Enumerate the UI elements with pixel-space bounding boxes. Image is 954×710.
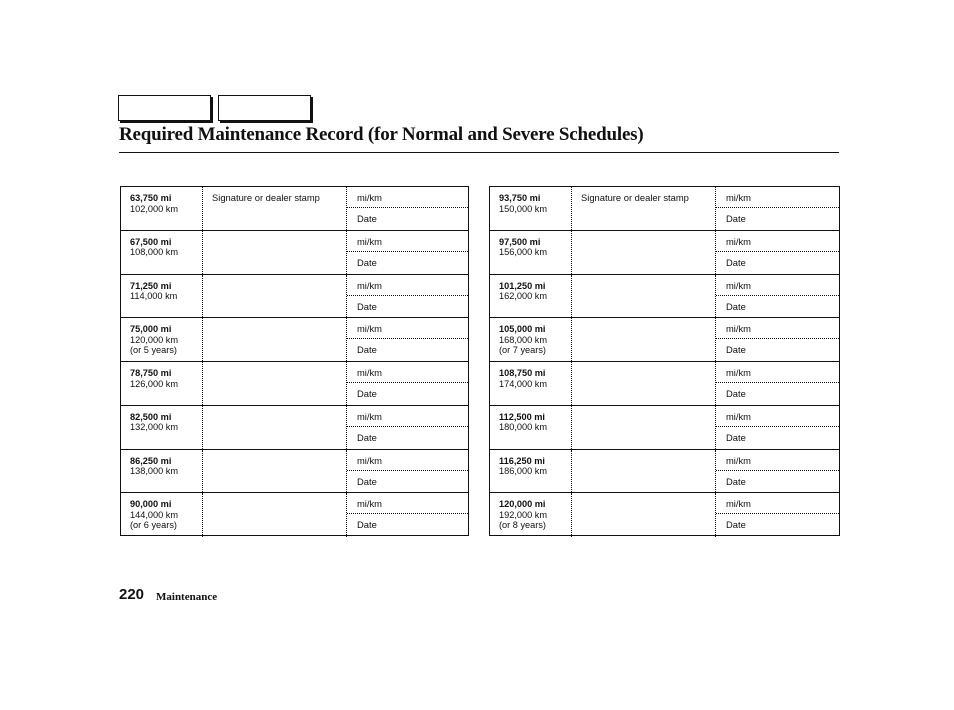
date-field [347,252,468,274]
mikm-label: mi/km [357,279,382,291]
signature-cell [203,187,347,230]
mikm-field [716,231,839,252]
mikm-field [347,450,468,471]
mikm-label: mi/km [357,235,382,247]
mileage-cell [490,362,572,405]
mikm-field [716,362,839,383]
mileage-km: 192,000 km [499,509,548,520]
mileage-miles: 86,250 mi [130,455,172,466]
section-name: Maintenance [156,591,218,603]
mikm-field [347,318,468,339]
signature-cell [572,187,716,230]
mileage-km: 162,000 km [499,291,548,302]
mikm-field [347,406,468,427]
mikm-label: mi/km [726,454,751,466]
signature-cell [203,406,347,449]
mikm-field [716,406,839,427]
mileage-miles: 63,750 mi [130,193,172,203]
page-title: Required Maintenance Record (for Normal and Severe Schedules) [119,124,644,145]
mileage-cell [121,450,203,493]
mileage-miles: 82,500 mi [130,411,172,422]
table-row [121,318,468,362]
mileage-cell [490,275,572,318]
mikm-field [716,493,839,514]
entry-cell [716,362,839,405]
mileage-miles: 101,250 mi [499,280,546,291]
mileage-cell [121,318,203,361]
date-label: Date [357,388,377,399]
maintenance-record-table-left [120,186,469,536]
mileage-miles: 97,500 mi [499,236,541,247]
signature-cell [203,362,347,405]
mileage-km: 108,000 km [130,247,179,258]
mileage-cell [490,406,572,449]
entry-cell [347,231,468,274]
mileage-km: 150,000 km [499,203,548,214]
mileage-miles: 112,500 mi [499,411,545,422]
mileage-years: (or 8 years) [499,520,546,531]
date-field [347,427,468,449]
mileage-years: (or 6 years) [130,520,177,531]
mileage-miles: 116,250 mi [499,455,545,466]
date-field [347,383,468,405]
table-row [121,450,468,494]
mileage-miles: 78,750 mi [130,368,172,378]
mikm-label: mi/km [726,367,751,378]
signature-cell [572,450,716,493]
mileage-cell [121,231,203,274]
mileage-cell [121,275,203,318]
signature-cell [572,406,716,449]
mikm-label: mi/km [357,498,382,510]
table-row [121,362,468,406]
entry-cell [347,450,468,493]
signature-cell [203,493,347,537]
signature-cell [203,450,347,493]
table-row [121,493,468,537]
date-label: Date [726,344,746,356]
mileage-km: 180,000 km [499,422,548,433]
mikm-field [716,318,839,339]
mikm-label: mi/km [726,498,751,510]
mileage-miles: 93,750 mi [499,193,541,203]
date-label: Date [726,213,746,224]
mikm-label: mi/km [357,410,382,422]
entry-cell [716,406,839,449]
mikm-label: mi/km [726,235,751,247]
mileage-km: 168,000 km [499,334,548,345]
date-label: Date [357,256,377,268]
mileage-km: 126,000 km [130,378,179,389]
signature-label: Signature or dealer stamp [581,192,689,203]
signature-cell [572,275,716,318]
entry-cell [716,231,839,274]
signature-cell [572,493,716,537]
date-field [716,383,839,405]
mikm-label: mi/km [726,279,751,291]
mileage-miles: 120,000 mi [499,499,546,510]
mikm-label: mi/km [726,410,751,422]
date-label: Date [357,213,377,224]
mikm-label: mi/km [357,192,382,203]
mileage-km: 120,000 km [130,334,179,345]
date-label: Date [726,431,746,443]
signature-cell [203,231,347,274]
date-field [716,296,839,318]
mileage-km: 114,000 km [130,291,178,302]
mileage-cell [121,187,203,230]
mikm-label: mi/km [357,454,382,466]
date-field [716,514,839,536]
date-field [347,339,468,361]
table-row [121,187,468,231]
mileage-cell [490,450,572,493]
signature-cell [572,362,716,405]
signature-cell [572,318,716,361]
date-label: Date [357,519,377,531]
mileage-km: 132,000 km [130,422,179,433]
mikm-field [347,275,468,296]
mileage-cell [121,406,203,449]
mikm-field [347,362,468,383]
mileage-km: 156,000 km [499,247,548,258]
mikm-label: mi/km [357,323,382,335]
table-row [121,275,468,319]
mileage-cell [490,231,572,274]
entry-cell [716,275,839,318]
table-row [490,493,839,537]
page-number: 220 [119,586,145,603]
mileage-cell [121,362,203,405]
mileage-km: 174,000 km [499,378,548,389]
mileage-miles: 75,000 mi [130,324,172,335]
date-field [716,208,839,230]
date-label: Date [357,431,377,443]
entry-cell [347,318,468,361]
signature-cell [203,275,347,318]
mileage-miles: 90,000 mi [130,499,172,510]
mikm-field [716,450,839,471]
date-label: Date [357,344,377,356]
date-field [716,252,839,274]
table-row [490,187,839,231]
mileage-cell [490,493,572,537]
mileage-miles: 67,500 mi [130,236,172,247]
date-field [716,339,839,361]
mileage-km: 144,000 km [130,509,179,520]
mileage-years: (or 5 years) [130,345,177,356]
mileage-miles: 71,250 mi [130,280,172,291]
date-label: Date [357,475,377,487]
mikm-field [716,187,839,208]
date-label: Date [357,300,377,312]
mileage-miles: 108,750 mi [499,368,546,378]
date-field [347,296,468,318]
mikm-field [347,231,468,252]
entry-cell [716,493,839,537]
entry-cell [347,275,468,318]
signature-cell [203,318,347,361]
date-label: Date [726,300,746,312]
table-row [490,231,839,275]
date-field [716,427,839,449]
date-label: Date [726,256,746,268]
entry-cell [716,450,839,493]
section-tab-box [218,95,311,121]
section-tab-box [118,95,211,121]
maintenance-record-table-right [489,186,840,536]
title-divider [119,152,839,153]
table-row [490,406,839,450]
mikm-field [347,493,468,514]
mileage-km: 102,000 km [130,203,179,214]
mileage-cell [490,187,572,230]
table-row [490,275,839,319]
mileage-miles: 105,000 mi [499,324,546,335]
entry-cell [716,187,839,230]
date-field [347,514,468,536]
signature-label: Signature or dealer stamp [212,192,320,203]
entry-cell [347,362,468,405]
entry-cell [347,406,468,449]
mileage-years: (or 7 years) [499,345,546,356]
date-field [716,471,839,493]
signature-cell [572,231,716,274]
entry-cell [347,187,468,230]
date-label: Date [726,519,746,531]
date-label: Date [726,475,746,487]
date-field [347,471,468,493]
mileage-cell [121,493,203,537]
entry-cell [347,493,468,537]
date-field [347,208,468,230]
table-row [121,231,468,275]
mikm-label: mi/km [357,367,382,378]
mileage-km: 186,000 km [499,466,548,477]
table-row [121,406,468,450]
entry-cell [716,318,839,361]
date-label: Date [726,388,746,399]
table-row [490,450,839,494]
mikm-field [716,275,839,296]
mikm-label: mi/km [726,323,751,335]
table-row [490,318,839,362]
mileage-cell [490,318,572,361]
mikm-label: mi/km [726,192,751,203]
mikm-field [347,187,468,208]
table-row [490,362,839,406]
mileage-km: 138,000 km [130,466,179,477]
